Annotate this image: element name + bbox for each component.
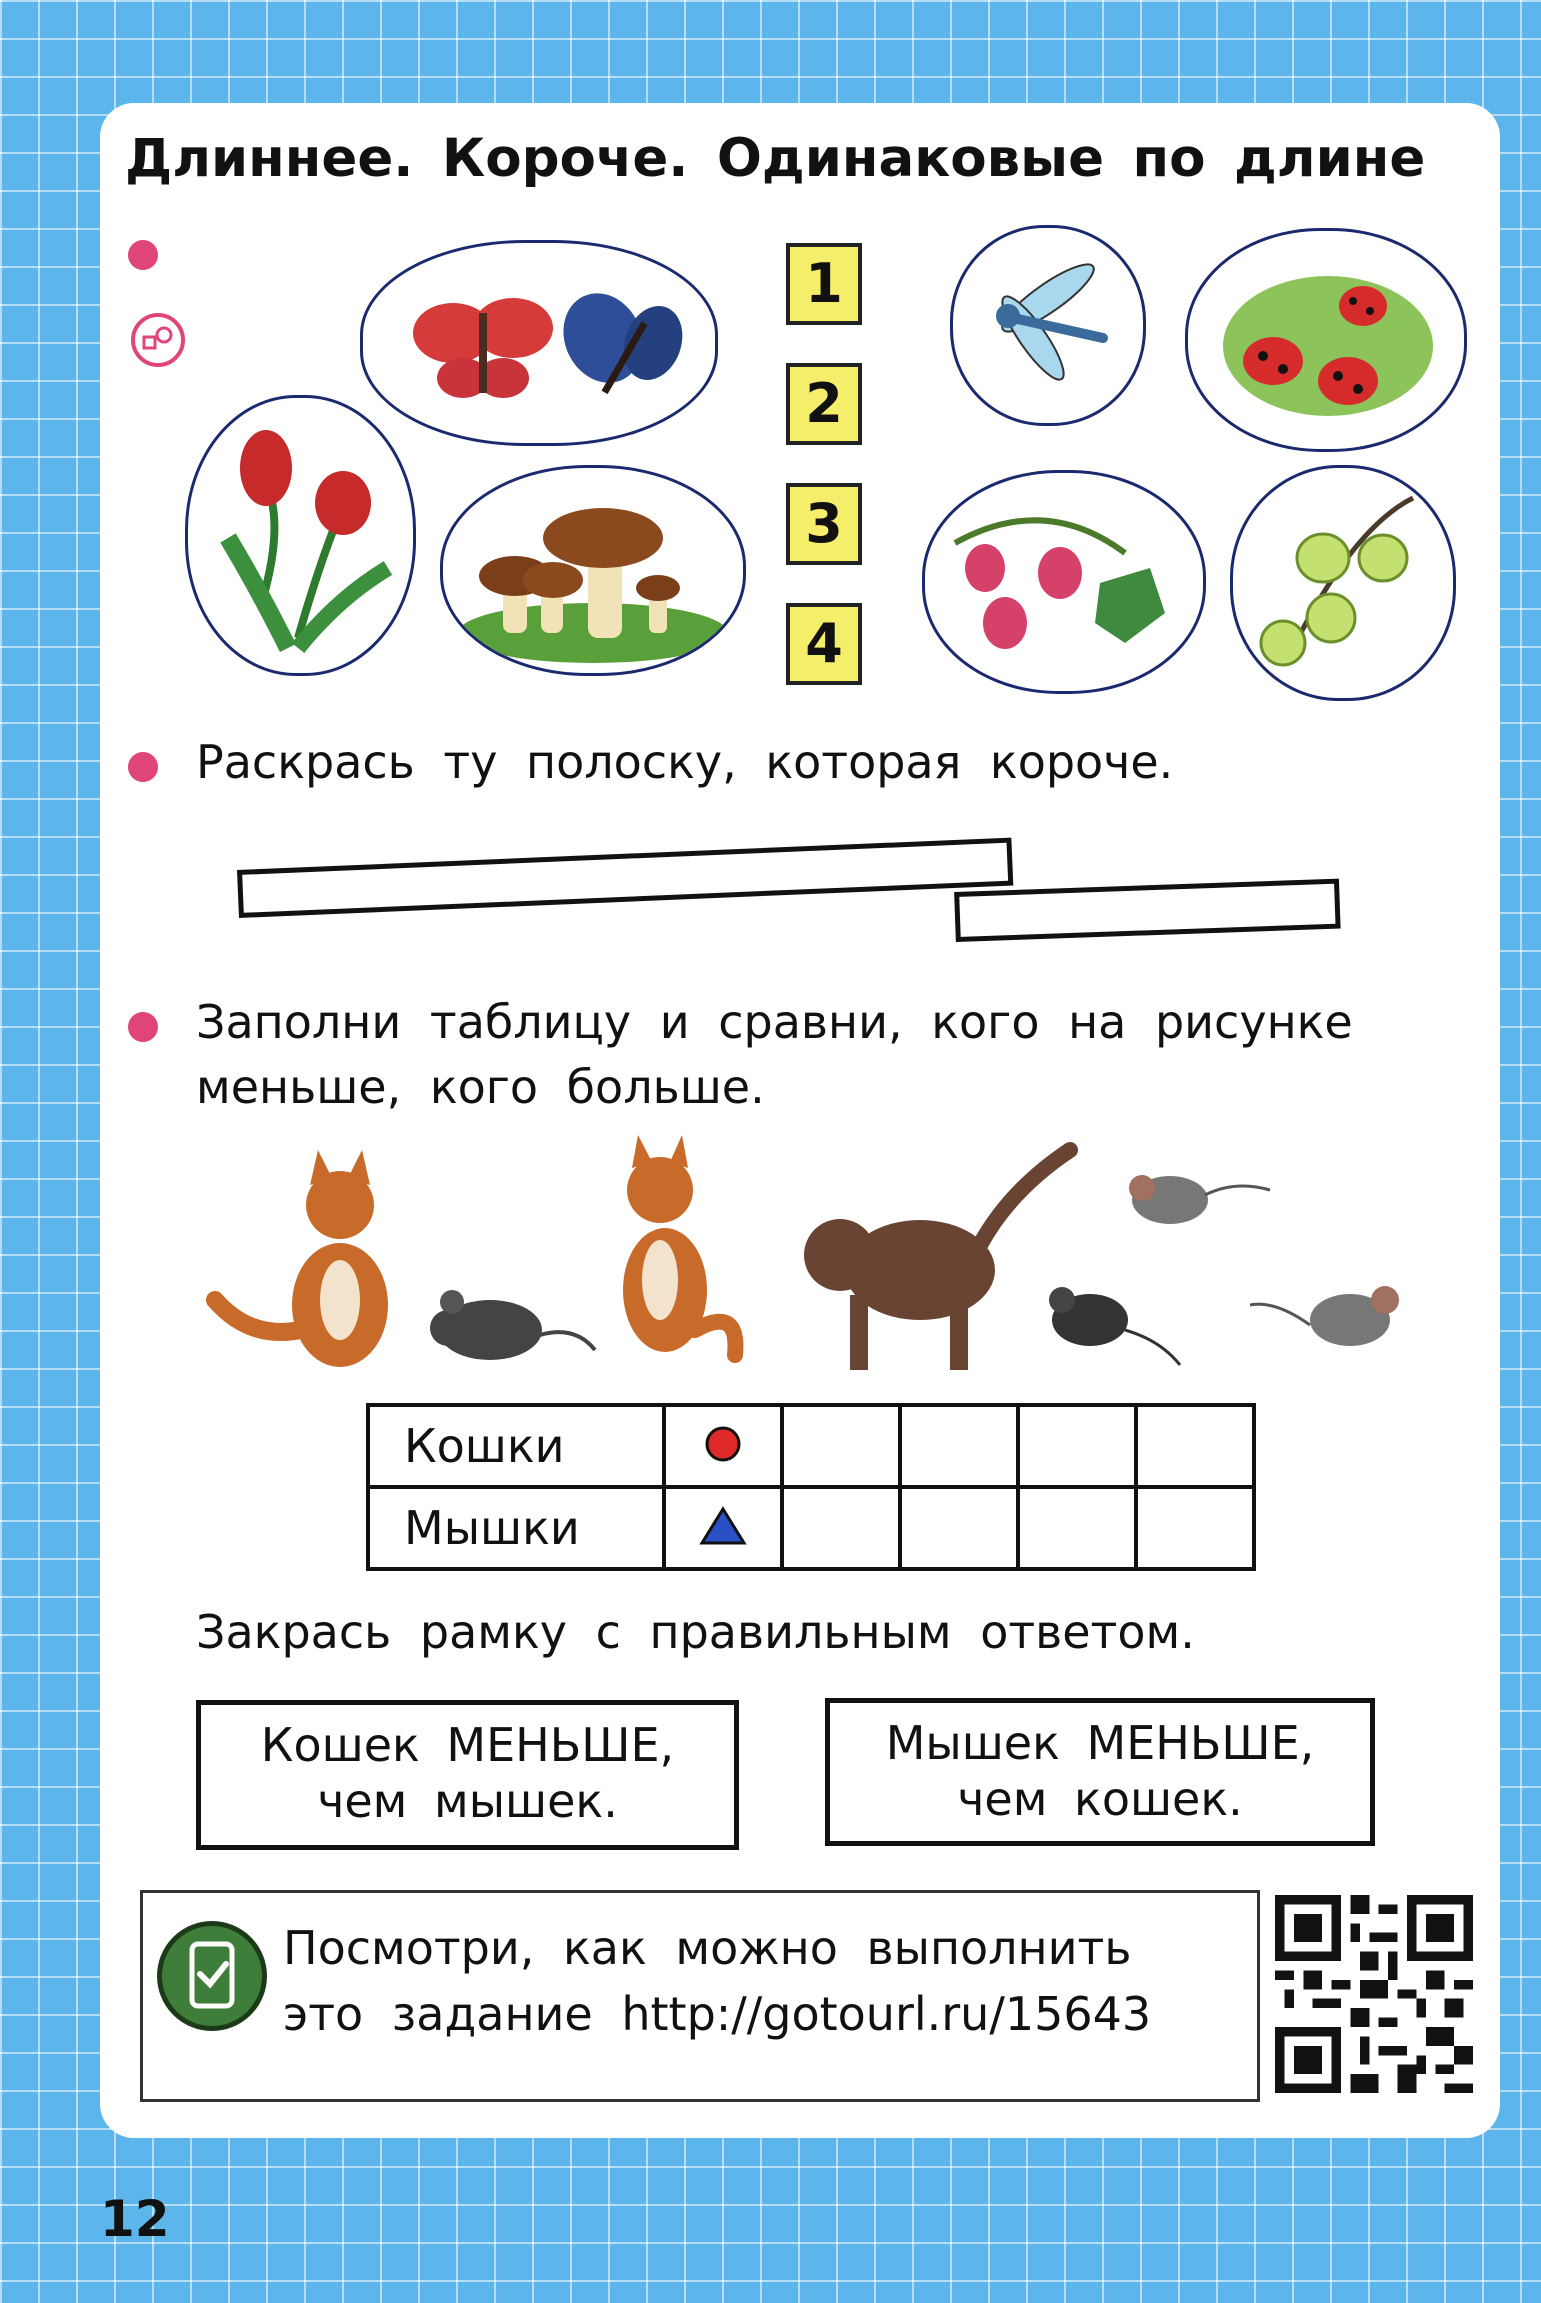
ladybug-icon [1188,231,1464,449]
gooseberries-oval [1230,465,1456,701]
table-cell[interactable] [782,1487,900,1569]
mushroom-icon [443,468,743,673]
table-cell[interactable] [900,1487,1018,1569]
number-box-3: 3 [786,483,862,565]
ladybugs-oval [1185,228,1467,452]
cat-icon [710,1130,1070,1370]
table-cell[interactable] [1136,1405,1254,1487]
page-number: 12 [100,2190,170,2248]
bullet-dot [128,752,158,782]
blue-triangle-icon [699,1506,747,1546]
cat-icon [623,1135,736,1355]
video-hint-box [140,1890,1260,2102]
animals-illustration [190,1130,1470,1380]
raspberry-icon [925,473,1203,691]
butterflies-oval [360,240,718,446]
hint-line1: Посмотри, как можно выполнить [283,1921,1132,1975]
mushrooms-oval [440,465,746,676]
butterfly-icon [363,243,715,443]
cat-icon [215,1150,388,1367]
task-fill-table-line1: Заполни таблицу и сравни, кого на рисунке [196,995,1353,1049]
shapes-icon [131,313,185,367]
qr-code-icon[interactable] [1275,1888,1473,2100]
number-box-2: 2 [786,363,862,445]
answer-line1: Кошек МЕНЬШЕ, [260,1718,675,1772]
answer-frame-mice-fewer[interactable] [825,1698,1375,1846]
mouse-icon [1129,1175,1270,1224]
answer-frame-cats-fewer[interactable] [196,1700,739,1850]
row-label-cats: Кошки [368,1405,664,1487]
table-row-cats [368,1405,1254,1487]
table-cell[interactable] [900,1405,1018,1487]
task-color-frame: Закрась рамку с правильным ответом. [196,1605,1195,1659]
raspberries-oval [922,470,1206,694]
table-cell[interactable] [782,1405,900,1487]
tulip-icon [188,398,413,673]
phone-check-icon [157,1921,267,2031]
comparison-table [366,1403,1256,1571]
answer-line2: чем кошек. [957,1772,1243,1826]
table-cell[interactable] [1018,1487,1136,1569]
tulips-oval [185,395,416,676]
mouse-icon [1049,1287,1180,1365]
number-box-1: 1 [786,243,862,325]
mouse-icon [430,1290,595,1360]
table-row-mice [368,1487,1254,1569]
task-color-strip: Раскрась ту полоску, которая короче. [196,735,1174,789]
answer-line1: Мышек МЕНЬШЕ, [885,1716,1315,1770]
hint-text [283,1915,1151,2047]
page-title: Длиннее. Короче. Одинаковые по длине [125,128,1426,189]
table-cell[interactable] [1136,1487,1254,1569]
gooseberry-icon [1233,468,1453,698]
bullet-dot [128,1012,158,1042]
dragonfly-oval [950,225,1146,426]
task-fill-table-line2: меньше, кого больше. [196,1060,765,1114]
bullet-dot [128,240,158,270]
row-label-mice: Мышки [368,1487,664,1569]
mouse-icon [1250,1286,1399,1346]
table-cell[interactable] [664,1487,782,1569]
hint-link[interactable]: это задание http://gotourl.ru/15643 [283,1987,1152,2041]
answer-line2: чем мышек. [317,1774,618,1828]
table-cell[interactable] [1018,1405,1136,1487]
red-circle-icon [703,1424,743,1464]
number-box-4: 4 [786,603,862,685]
table-cell[interactable] [664,1405,782,1487]
dragonfly-icon [953,228,1143,423]
